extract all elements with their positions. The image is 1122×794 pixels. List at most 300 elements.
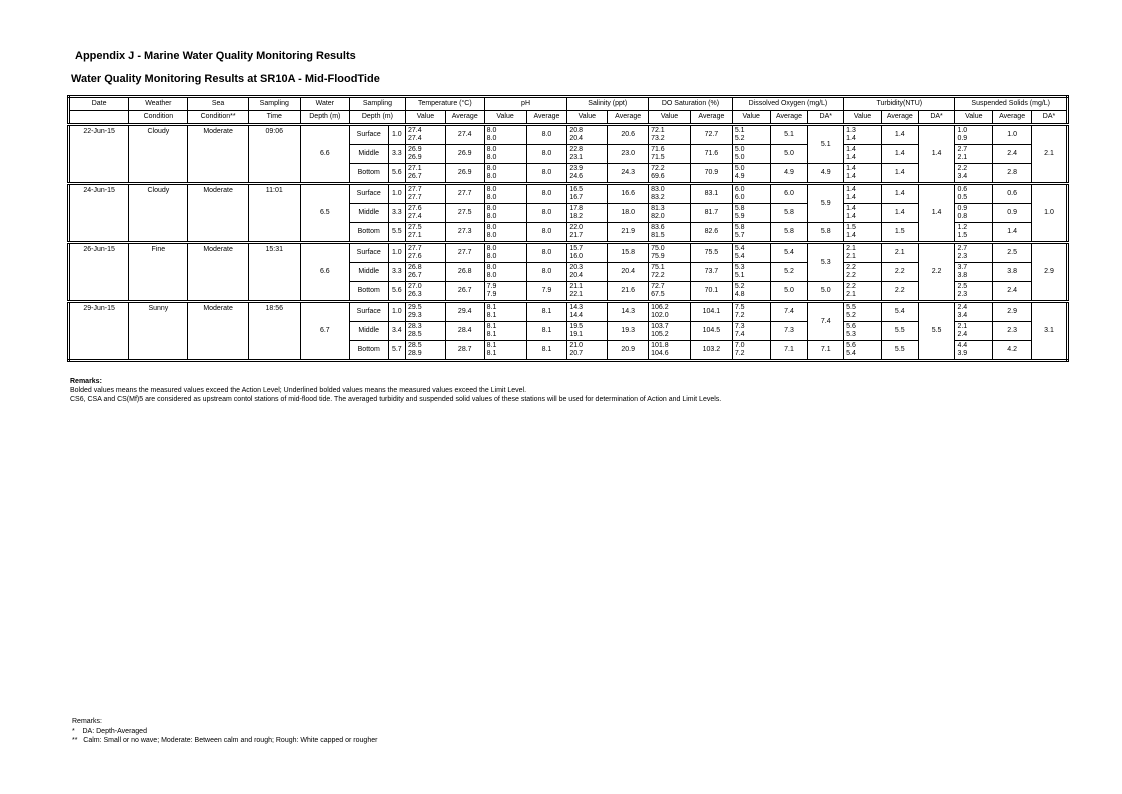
reading-value: 27.6	[408, 205, 422, 212]
dissolved-oxygen-average: 7.3	[770, 322, 808, 341]
reading-value: 8.1	[486, 304, 497, 311]
col-header-water-depth: Water	[300, 97, 349, 111]
reading-value: 8.0	[486, 173, 497, 180]
reading-value: 1.4	[846, 173, 856, 180]
salinity-average: 24.3	[608, 164, 649, 184]
reading-value: 1.4	[846, 232, 856, 239]
ph-average: 8.0	[526, 263, 567, 282]
salinity-values	[567, 125, 608, 145]
col-header-dissolved-oxygen: Dissolved Oxygen (mg/L)	[732, 97, 843, 111]
suspended-solids-values	[955, 184, 993, 204]
col-subheader-value: Value	[844, 111, 882, 125]
col-subheader-average: Average	[993, 111, 1032, 125]
turbidity-average: 1.5	[881, 223, 918, 243]
reading-value: 2.7	[957, 245, 968, 252]
dissolved-oxygen-average: 5.0	[770, 282, 808, 302]
reading-value: 21.7	[569, 232, 584, 239]
reading-value: 1.4	[846, 135, 856, 142]
reading-value: 83.0	[651, 186, 665, 193]
suspended-solids-average: 4.2	[993, 341, 1032, 361]
reading-value: 2.1	[846, 253, 856, 260]
do-saturation-average: 71.6	[690, 145, 732, 164]
ph-values	[484, 125, 526, 145]
reading-value: 71.6	[651, 146, 665, 153]
salinity-values	[567, 164, 608, 184]
reading-value: 8.0	[486, 205, 497, 212]
reading-value: 1.4	[846, 146, 856, 153]
reading-value: 5.3	[734, 264, 745, 271]
salinity-values	[567, 184, 608, 204]
ph-average: 8.0	[526, 243, 567, 263]
do-saturation-values	[649, 223, 691, 243]
reading-value: 27.7	[408, 245, 422, 252]
reading-value: 0.5	[957, 194, 968, 201]
reading-value: 1.4	[846, 194, 856, 201]
do-saturation-values	[649, 184, 691, 204]
reading-value: 26.9	[408, 154, 422, 161]
weather-cell: Cloudy	[129, 125, 188, 184]
reading-value: 8.0	[486, 253, 497, 260]
ph-values	[484, 341, 526, 361]
reading-value: 29.5	[408, 304, 422, 311]
sea-condition-cell: Moderate	[188, 125, 248, 184]
turbidity-values	[844, 341, 882, 361]
table-title: Water Quality Monitoring Results at SR10A - Mid-FloodTide	[71, 73, 380, 85]
reading-value: 27.1	[408, 232, 422, 239]
dissolved-oxygen-values	[732, 145, 770, 164]
turbidity-average: 2.1	[881, 243, 918, 263]
temperature-values	[406, 302, 446, 322]
reading-value: 103.7	[651, 323, 669, 330]
col-header-ph: pH	[484, 97, 567, 111]
do-saturation-average: 103.2	[690, 341, 732, 361]
reading-value: 8.0	[486, 135, 497, 142]
suspended-solids-average: 2.8	[993, 164, 1032, 184]
ph-values	[484, 263, 526, 282]
sampling-depth-cell: 3.3	[388, 204, 405, 223]
suspended-solids-da: 3.1	[1032, 302, 1068, 361]
dissolved-oxygen-values	[732, 341, 770, 361]
salinity-values	[567, 204, 608, 223]
turbidity-values	[844, 184, 882, 204]
temperature-average: 28.4	[445, 322, 484, 341]
col-subheader-water-depth: Depth (m)	[300, 111, 349, 125]
suspended-solids-values	[955, 341, 993, 361]
reading-value: 6.0	[734, 186, 745, 193]
reading-value: 28.3	[408, 323, 422, 330]
reading-value: 1.4	[846, 154, 856, 161]
do-saturation-values	[649, 263, 691, 282]
sampling-depth-cell: 1.0	[388, 243, 405, 263]
dissolved-oxygen-values	[732, 302, 770, 322]
reading-value: 4.4	[957, 342, 968, 349]
sampling-level-cell: Surface	[349, 184, 388, 204]
suspended-solids-average: 1.4	[993, 223, 1032, 243]
reading-value: 102.0	[651, 312, 669, 319]
reading-value: 0.9	[957, 135, 968, 142]
sampling-level-cell: Middle	[349, 263, 388, 282]
temperature-average: 26.9	[445, 164, 484, 184]
reading-value: 1.5	[846, 224, 856, 231]
reading-value: 5.7	[734, 232, 745, 239]
reading-value: 27.4	[408, 127, 422, 134]
salinity-values	[567, 302, 608, 322]
table-row	[69, 184, 1068, 204]
col-header-salinity: Salinity (ppt)	[567, 97, 649, 111]
do-saturation-values	[649, 302, 691, 322]
do-saturation-values	[649, 243, 691, 263]
col-subheader-value: Value	[955, 111, 993, 125]
col-header-do-saturation: DO Saturation (%)	[649, 97, 733, 111]
turbidity-values	[844, 322, 882, 341]
sampling-level-cell: Bottom	[349, 164, 388, 184]
suspended-solids-values	[955, 302, 993, 322]
reading-value: 1.2	[957, 224, 968, 231]
sampling-level-cell: Middle	[349, 204, 388, 223]
weather-cell: Fine	[129, 243, 188, 302]
reading-value: 8.0	[486, 245, 497, 252]
turbidity-da: 1.4	[918, 125, 955, 184]
temperature-average: 27.4	[445, 125, 484, 145]
temperature-values	[406, 184, 446, 204]
dissolved-oxygen-average: 7.4	[770, 302, 808, 322]
dissolved-oxygen-da: 5.1	[808, 125, 844, 164]
col-header-weather: Weather	[129, 97, 188, 111]
do-saturation-values	[649, 145, 691, 164]
reading-value: 22.1	[569, 291, 584, 298]
water-depth-cell: 6.6	[300, 243, 349, 302]
reading-value: 28.9	[408, 350, 422, 357]
turbidity-average: 1.4	[881, 164, 918, 184]
sampling-depth-cell: 1.0	[388, 184, 405, 204]
col-subheader-value: Value	[484, 111, 526, 125]
reading-value: 8.0	[486, 213, 497, 220]
turbidity-average: 1.4	[881, 204, 918, 223]
col-subheader-average: Average	[445, 111, 484, 125]
ph-values	[484, 322, 526, 341]
table-row	[69, 125, 1068, 145]
reading-value: 8.0	[486, 194, 497, 201]
reading-value: 8.0	[486, 186, 497, 193]
reading-value: 5.2	[734, 135, 745, 142]
reading-value: 72.1	[651, 127, 665, 134]
reading-value: 1.4	[846, 205, 856, 212]
temperature-average: 29.4	[445, 302, 484, 322]
reading-value: 5.5	[846, 304, 856, 311]
reading-value: 16.0	[569, 253, 584, 260]
dissolved-oxygen-average: 5.4	[770, 243, 808, 263]
page-title: Appendix J - Marine Water Quality Monitoring Results	[75, 50, 356, 62]
do-saturation-average: 73.7	[690, 263, 732, 282]
reading-value: 20.4	[569, 135, 584, 142]
reading-value: 0.8	[957, 213, 968, 220]
suspended-solids-da: 2.9	[1032, 243, 1068, 302]
temperature-values	[406, 145, 446, 164]
temperature-average: 26.9	[445, 145, 484, 164]
reading-value: 73.2	[651, 135, 665, 142]
reading-value: 72.2	[651, 165, 665, 172]
dissolved-oxygen-average: 5.0	[770, 145, 808, 164]
sampling-depth-cell: 3.3	[388, 263, 405, 282]
do-saturation-average: 70.1	[690, 282, 732, 302]
reading-value: 18.2	[569, 213, 584, 220]
reading-value: 7.9	[486, 283, 497, 290]
ph-average: 8.0	[526, 204, 567, 223]
do-saturation-average: 83.1	[690, 184, 732, 204]
suspended-solids-average: 2.5	[993, 243, 1032, 263]
reading-value: 5.6	[846, 342, 856, 349]
reading-value: 75.1	[651, 264, 665, 271]
table-row	[69, 243, 1068, 263]
suspended-solids-values	[955, 145, 993, 164]
reading-value: 8.0	[486, 127, 497, 134]
suspended-solids-values	[955, 243, 993, 263]
turbidity-average: 2.2	[881, 263, 918, 282]
ph-values	[484, 243, 526, 263]
water-depth-cell: 6.6	[300, 125, 349, 184]
dissolved-oxygen-values	[732, 282, 770, 302]
col-header-date: Date	[69, 97, 129, 111]
salinity-values	[567, 223, 608, 243]
suspended-solids-average: 1.0	[993, 125, 1032, 145]
suspended-solids-average: 0.9	[993, 204, 1032, 223]
reading-value: 26.8	[408, 264, 422, 271]
reading-value: 27.7	[408, 194, 422, 201]
reading-value: 28.5	[408, 342, 422, 349]
temperature-values	[406, 164, 446, 184]
do-saturation-average: 70.9	[690, 164, 732, 184]
sampling-level-cell: Bottom	[349, 341, 388, 361]
reading-value: 3.7	[957, 264, 968, 271]
reading-value: 6.0	[734, 194, 745, 201]
reading-value: 20.8	[569, 127, 584, 134]
dissolved-oxygen-values	[732, 164, 770, 184]
reading-value: 27.6	[408, 253, 422, 260]
salinity-average: 15.8	[608, 243, 649, 263]
salinity-values	[567, 341, 608, 361]
reading-value: 83.6	[651, 224, 665, 231]
reading-value: 4.8	[734, 291, 745, 298]
dissolved-oxygen-values	[732, 263, 770, 282]
reading-value: 16.7	[569, 194, 584, 201]
dissolved-oxygen-da: 5.8	[808, 223, 844, 243]
reading-value: 2.3	[957, 291, 968, 298]
suspended-solids-da: 2.1	[1032, 125, 1068, 184]
sampling-time-cell: 15:31	[248, 243, 300, 302]
temperature-values	[406, 263, 446, 282]
turbidity-da: 5.5	[918, 302, 955, 361]
salinity-average: 23.0	[608, 145, 649, 164]
reading-value: 27.1	[408, 165, 422, 172]
sampling-depth-cell: 3.4	[388, 322, 405, 341]
salinity-average: 14.3	[608, 302, 649, 322]
do-saturation-average: 72.7	[690, 125, 732, 145]
reading-value: 21.0	[569, 342, 584, 349]
suspended-solids-da: 1.0	[1032, 184, 1068, 243]
ph-values	[484, 204, 526, 223]
col-subheader-time: Time	[248, 111, 300, 125]
temperature-values	[406, 223, 446, 243]
water-depth-cell: 6.7	[300, 302, 349, 361]
salinity-average: 19.3	[608, 322, 649, 341]
reading-value: 8.1	[486, 312, 497, 319]
reading-value: 101.8	[651, 342, 669, 349]
reading-value: 7.2	[734, 312, 745, 319]
table-body	[69, 125, 1068, 361]
salinity-values	[567, 263, 608, 282]
reading-value: 22.8	[569, 146, 584, 153]
ph-average: 8.1	[526, 322, 567, 341]
reading-value: 8.1	[486, 323, 497, 330]
suspended-solids-values	[955, 204, 993, 223]
turbidity-values	[844, 164, 882, 184]
turbidity-average: 1.4	[881, 125, 918, 145]
ph-average: 8.0	[526, 164, 567, 184]
reading-value: 5.4	[734, 253, 745, 260]
reading-value: 1.5	[957, 232, 968, 239]
remarks-bottom-heading: Remarks:	[72, 718, 102, 725]
temperature-values	[406, 282, 446, 302]
water-depth-cell: 6.5	[300, 184, 349, 243]
remarks-bottom-line: ** Calm: Small or no wave; Moderate: Between calm and rough; Rough: White capped or rougher	[72, 737, 378, 744]
reading-value: 2.2	[846, 264, 856, 271]
turbidity-average: 1.4	[881, 145, 918, 164]
remarks-bottom-line: * DA: Depth-Averaged	[72, 727, 147, 735]
temperature-average: 27.7	[445, 243, 484, 263]
col-subheader-da: DA*	[918, 111, 955, 125]
reading-value: 83.2	[651, 194, 665, 201]
reading-value: 75.9	[651, 253, 665, 260]
suspended-solids-values	[955, 223, 993, 243]
date-cell: 22-Jun-15	[69, 125, 129, 184]
reading-value: 67.5	[651, 291, 665, 298]
salinity-average: 20.9	[608, 341, 649, 361]
salinity-values	[567, 145, 608, 164]
remarks-top-heading: Remarks:	[70, 378, 102, 385]
reading-value: 1.3	[846, 127, 856, 134]
reading-value: 7.3	[734, 323, 745, 330]
dissolved-oxygen-average: 5.1	[770, 125, 808, 145]
ph-values	[484, 302, 526, 322]
reading-value: 8.0	[486, 165, 497, 172]
ph-average: 8.0	[526, 145, 567, 164]
salinity-average: 16.6	[608, 184, 649, 204]
reading-value: 5.9	[734, 213, 745, 220]
reading-value: 15.7	[569, 245, 584, 252]
col-subheader-sampling-depth: Depth (m)	[349, 111, 405, 125]
reading-value: 81.5	[651, 232, 665, 239]
reading-value: 2.1	[957, 154, 968, 161]
reading-value: 1.4	[846, 213, 856, 220]
date-cell: 26-Jun-15	[69, 243, 129, 302]
remarks-top-line: Bolded values means the measured values exceed the Action Level; Underlined bolded values means the measured values exceed the Limit Level.	[70, 387, 527, 394]
col-header-time: Sampling	[248, 97, 300, 111]
reading-value: 2.4	[957, 304, 968, 311]
do-saturation-values	[649, 282, 691, 302]
dissolved-oxygen-average: 4.9	[770, 164, 808, 184]
reading-value: 27.4	[408, 213, 422, 220]
temperature-average: 28.7	[445, 341, 484, 361]
do-saturation-average: 81.7	[690, 204, 732, 223]
suspended-solids-average: 2.4	[993, 282, 1032, 302]
sampling-level-cell: Bottom	[349, 282, 388, 302]
do-saturation-values	[649, 322, 691, 341]
sea-condition-cell: Moderate	[188, 184, 248, 243]
reading-value: 26.7	[408, 173, 422, 180]
reading-value: 26.3	[408, 291, 422, 298]
reading-value: 1.4	[846, 186, 856, 193]
table-header	[69, 97, 1068, 125]
reading-value: 3.4	[957, 312, 968, 319]
dissolved-oxygen-da: 5.9	[808, 184, 844, 223]
do-saturation-average: 82.6	[690, 223, 732, 243]
sampling-depth-cell: 5.5	[388, 223, 405, 243]
sampling-level-cell: Surface	[349, 125, 388, 145]
date-cell: 29-Jun-15	[69, 302, 129, 361]
sampling-depth-cell: 5.6	[388, 164, 405, 184]
reading-value: 27.0	[408, 283, 422, 290]
remarks-top	[70, 377, 721, 404]
ph-average: 8.0	[526, 184, 567, 204]
reading-value: 1.0	[957, 127, 968, 134]
water-quality-table-container	[67, 95, 1069, 362]
reading-value: 7.9	[486, 291, 497, 298]
reading-value: 22.0	[569, 224, 584, 231]
dissolved-oxygen-da: 4.9	[808, 164, 844, 184]
ph-average: 7.9	[526, 282, 567, 302]
turbidity-values	[844, 263, 882, 282]
reading-value: 2.3	[957, 253, 968, 260]
reading-value: 7.5	[734, 304, 745, 311]
weather-cell: Cloudy	[129, 184, 188, 243]
col-header-sampling-depth: Sampling	[349, 97, 405, 111]
turbidity-da: 2.2	[918, 243, 955, 302]
reading-value: 81.3	[651, 205, 665, 212]
turbidity-average: 5.5	[881, 322, 918, 341]
turbidity-values	[844, 145, 882, 164]
temperature-average: 27.5	[445, 204, 484, 223]
reading-value: 23.9	[569, 165, 584, 172]
reading-value: 2.2	[846, 272, 856, 279]
dissolved-oxygen-average: 7.1	[770, 341, 808, 361]
do-saturation-values	[649, 341, 691, 361]
reading-value: 5.1	[734, 272, 745, 279]
reading-value: 20.7	[569, 350, 584, 357]
reading-value: 72.7	[651, 283, 665, 290]
reading-value: 104.6	[651, 350, 669, 357]
ph-average: 8.1	[526, 341, 567, 361]
water-quality-table	[67, 95, 1069, 362]
sampling-level-cell: Surface	[349, 302, 388, 322]
reading-value: 17.8	[569, 205, 584, 212]
reading-value: 27.7	[408, 186, 422, 193]
reading-value: 5.0	[734, 146, 745, 153]
reading-value: 3.9	[957, 350, 968, 357]
col-subheader-value: Value	[406, 111, 446, 125]
turbidity-values	[844, 243, 882, 263]
reading-value: 19.5	[569, 323, 584, 330]
reading-value: 5.0	[734, 154, 745, 161]
reading-value: 0.6	[957, 186, 968, 193]
reading-value: 0.9	[957, 205, 968, 212]
reading-value: 72.2	[651, 272, 665, 279]
salinity-average: 18.0	[608, 204, 649, 223]
sampling-depth-cell: 3.3	[388, 145, 405, 164]
temperature-average: 26.7	[445, 282, 484, 302]
temperature-values	[406, 243, 446, 263]
ph-values	[484, 282, 526, 302]
reading-value: 2.1	[846, 245, 856, 252]
